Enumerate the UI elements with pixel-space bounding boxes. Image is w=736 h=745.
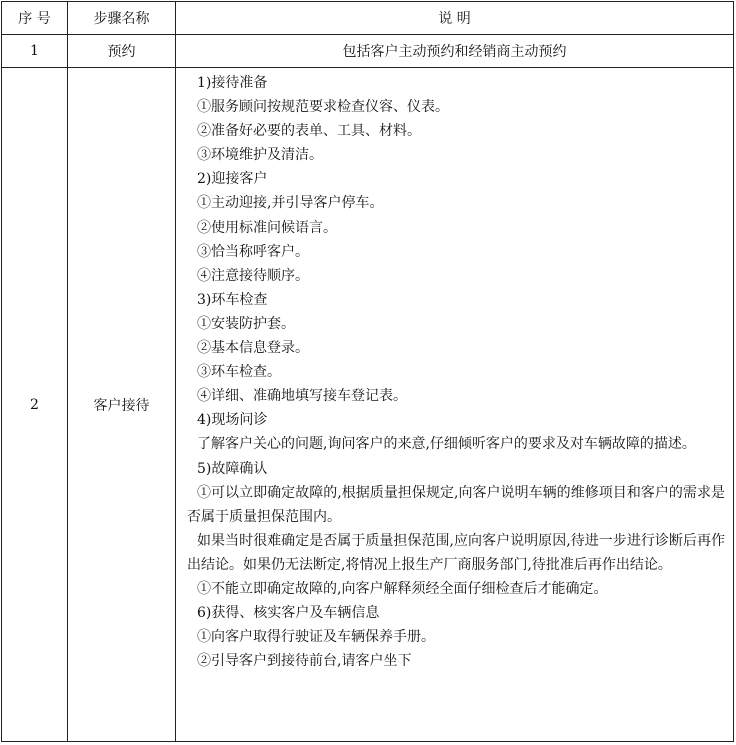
procedure-table (1, 1, 734, 742)
table-row (2, 68, 734, 742)
desc-line: ①安装防护套。 (197, 315, 295, 332)
desc-paragraph: 如果当时很难确定是否属于质量担保范围,应向客户说明原因,待进一步进行诊断后再作出结论。如果仍无法断定,将情况上报生产厂商服务部门,待批准后再作出结论。 (187, 532, 725, 573)
desc-line: 6)获得、核实客户及车辆信息 (197, 605, 380, 622)
desc-line: 2)迎接客户 (197, 171, 268, 188)
desc-line: ①主动迎接,并引导客户停车。 (197, 195, 384, 212)
row-step-name: 预约 (68, 35, 176, 68)
desc-line: ①服务顾问按规范要求检查仪容、仪表。 (197, 99, 449, 116)
desc-line: 3)环车检查 (197, 291, 268, 308)
desc-paragraph: 了解客户关心的问题,询问客户的来意,仔细倾听客户的要求及对车辆故障的描述。 (197, 436, 696, 453)
row-description (176, 68, 734, 742)
desc-line: ④注意接待顺序。 (197, 267, 309, 284)
desc-line: ②引导客户到接待前台,请客户坐下 (197, 653, 412, 670)
row-step-name: 客户接待 (68, 68, 176, 742)
table-header-row (2, 2, 734, 35)
header-step-name: 步骤名称 (68, 2, 176, 35)
desc-line: ④详细、准确地填写接车登记表。 (197, 388, 407, 405)
desc-line: 5)故障确认 (197, 460, 268, 477)
desc-line: ②基本信息登录。 (197, 340, 309, 357)
desc-line: ①向客户取得行驶证及车辆保养手册。 (197, 629, 435, 646)
row-description: 包括客户主动预约和经销商主动预约 (176, 35, 734, 68)
desc-line: ③环境维护及清洁。 (197, 147, 323, 164)
header-serial-number: 序 号 (2, 2, 68, 35)
desc-line: ②使用标准问候语言。 (197, 219, 337, 236)
desc-line: ③恰当称呼客户。 (197, 243, 309, 260)
desc-paragraph: ①可以立即确定故障的,根据质量担保规定,向客户说明车辆的维修项目和客户的需求是否属于质量担保范围内。 (187, 484, 725, 525)
row-serial-number: 1 (2, 35, 68, 68)
desc-line: ③环车检查。 (197, 364, 281, 381)
header-description: 说 明 (176, 2, 734, 35)
desc-line: ②准备好必要的表单、工具、材料。 (197, 123, 421, 140)
desc-line: ①不能立即确定故障的,向客户解释须经全面仔细检查后才能确定。 (197, 580, 608, 597)
row-serial-number: 2 (2, 68, 68, 742)
table-row (2, 35, 734, 68)
desc-line: 4)现场问诊 (197, 412, 268, 429)
desc-line: 1)接待准备 (197, 75, 268, 91)
